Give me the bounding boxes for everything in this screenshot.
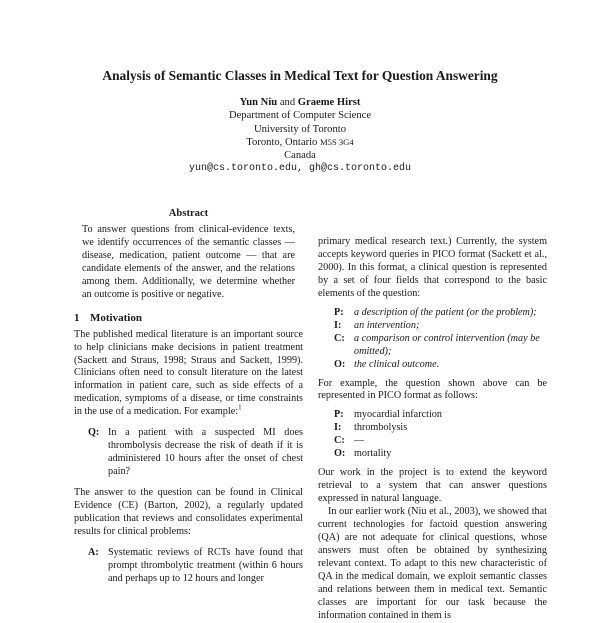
- pico-def-p: [334, 307, 547, 320]
- paper-title: Analysis of Semantic Classes in Medical Text for Question Answering: [102, 68, 498, 83]
- pico-example-list: [334, 409, 547, 461]
- pico-ex-label: O:: [334, 448, 346, 460]
- pico-ex-text: mortality: [354, 448, 392, 460]
- question-example: [88, 427, 303, 479]
- section-1-heading: [74, 312, 303, 325]
- pico-ex-p: [334, 409, 547, 422]
- pico-ex-label: I:: [334, 422, 342, 434]
- pico-def-c: [334, 333, 547, 359]
- answer-label: A:: [88, 546, 99, 558]
- pico-def-label: P:: [334, 306, 344, 318]
- pico-ex-label: C:: [334, 435, 345, 447]
- pico-def-label: O:: [334, 358, 346, 370]
- right-para-2: For example, the question shown above can be represented in PICO format as follows:: [318, 377, 547, 402]
- postal-code: M5S 3G4: [320, 136, 354, 147]
- abstract-text: To answer questions from clinical-evidence texts, we identify occurrences of the semantic classes — disease, medication, patient outcome — that are candidate elements of the answer, and the relations among them. Additionally, we determine whether an outcome is positive or negative.: [82, 223, 295, 300]
- section-1-title: Motivation: [90, 311, 142, 324]
- motivation-para-2: The answer to the question can be found in Clinical Evidence (CE) (Barton, 2002), a regularly updated publication that reviews and consolidates experimental results for clinical problems:: [74, 487, 303, 537]
- author-block: [0, 96, 600, 176]
- pico-def-o: [334, 359, 547, 372]
- section-1-number: 1: [74, 311, 80, 324]
- pico-def-text: an intervention;: [354, 319, 420, 331]
- pico-ex-label: P:: [334, 409, 344, 421]
- pico-ex-text: —: [354, 435, 365, 447]
- author-conjunction: and: [279, 97, 296, 108]
- affiliation-univ: University of Toronto: [253, 123, 347, 135]
- answer-text: Systematic reviews of RCTs have found that prompt thrombolytic treatment (within 6 hours and perhaps up to 12 hours and longer: [108, 546, 303, 584]
- affiliation-dept: Department of Computer Science: [228, 110, 372, 122]
- motivation-para-1-text: The published medical literature is an important source to help clinicians make decisions in patient treatment (Sackett and Straus, 1998; Straus and Sackett, 1999). Clinicians often need to consult literature on the latest information in patient care, such as side effects of a medication, symptoms of a disease, or time constraints in the use of a medication. For example:: [74, 328, 303, 418]
- pico-ex-text: myocardial infarction: [354, 409, 442, 421]
- pico-ex-c: [334, 435, 547, 448]
- pico-def-text: a comparison or control intervention (may be omitted);: [354, 332, 540, 357]
- author-names: [0, 96, 600, 109]
- question-label: Q:: [88, 427, 100, 439]
- author-2: Graeme Hirst: [297, 97, 361, 108]
- footnote-marker: 1: [238, 403, 242, 412]
- city-text: Toronto, Ontario: [246, 136, 318, 148]
- pico-ex-i: [334, 422, 547, 435]
- motivation-para-1: [74, 329, 303, 420]
- pico-def-text: a description of the patient (or the problem);: [354, 306, 537, 318]
- pico-def-label: I:: [334, 319, 342, 331]
- right-para-4: In our earlier work (Niu et al., 2003), we showed that current technologies for factoid question answering (QA) are not adequate for clinical questions, whose answers must often be obtained by synthesizing relevant context. To adapt to this new characteristic of QA in the medical domain, we exploit semantic classes and relations between them in medical text. Semantic classes are important for our task because the information contained in them is: [318, 506, 547, 621]
- pico-def-i: [334, 320, 547, 333]
- pico-def-label: C:: [334, 332, 345, 344]
- affiliation-city: [0, 136, 600, 149]
- author-emails: yun@cs.toronto.edu, gh@cs.toronto.edu: [188, 163, 412, 175]
- right-column: [318, 236, 547, 623]
- left-column: [74, 208, 303, 594]
- author-1: Yun Niu: [239, 97, 278, 108]
- abstract-heading: Abstract: [168, 208, 209, 219]
- answer-example: [88, 547, 303, 586]
- question-text: In a patient with a suspected MI does thrombolysis decrease the risk of death if it is administered 10 hours after the onset of chest pain?: [108, 427, 303, 478]
- affiliation-country: Canada: [284, 150, 316, 162]
- pico-definition-list: [334, 307, 547, 372]
- right-para-3: Our work in the project is to extend the keyword retrieval to a system that can answer questions expressed in natural language.: [318, 467, 547, 505]
- pico-ex-o: [334, 448, 547, 461]
- pico-def-text: the clinical outcome.: [354, 358, 440, 370]
- right-para-1: primary medical research text.) Currently, the system accepts keyword queries in PICO format (Sackett et al., 2000). In this format, a clinical question is represented by a set of four fields that correspond to the basic elements of the question:: [318, 236, 547, 299]
- pico-ex-text: thrombolysis: [354, 422, 408, 434]
